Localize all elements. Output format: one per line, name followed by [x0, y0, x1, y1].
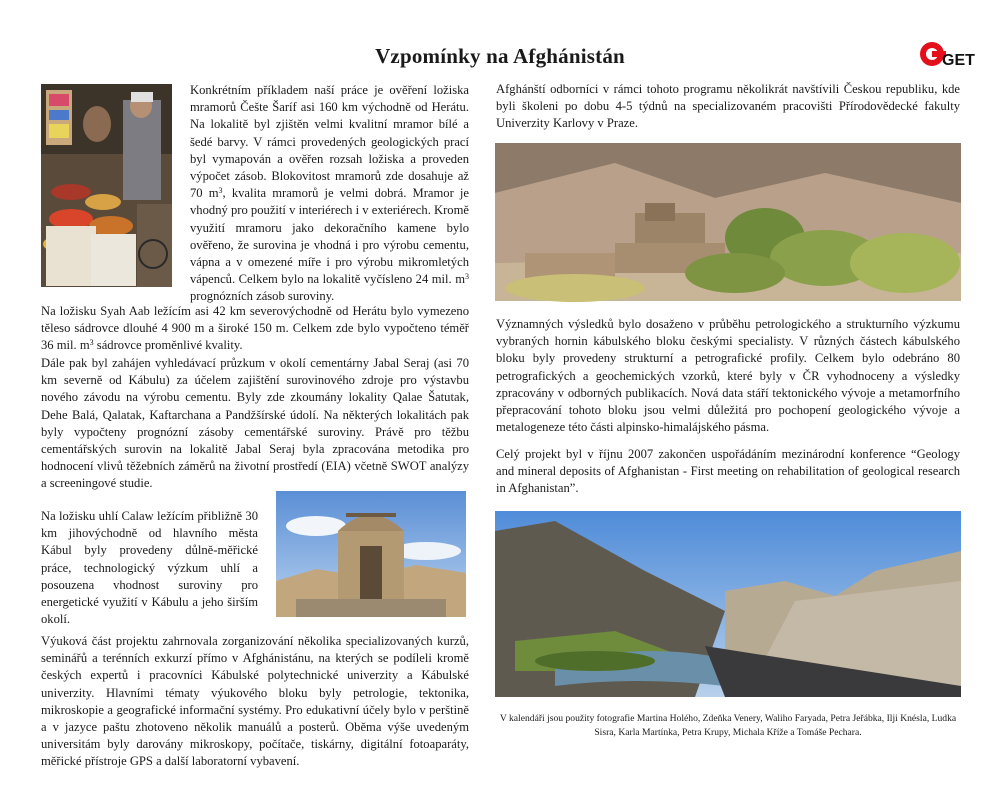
- left-coal-paragraph: Na ložisku uhlí Calaw ležícím přibližně 30 km jihovýchodně od hlavního města Kábul byly provedeny důlně-měřické práce, technologický výzkum uhlí a posouzena vhodnost suroviny pro energetické využití v Kábulu a jeho širším okolí.: [41, 509, 258, 627]
- right-visits-paragraph: Afghánští odborníci v rámci tohoto programu několikrát navštívili Českou republiku, kde byli školeni po dobu 4-5 týdnů na specializovaném pracovišti Přírodovědecké fakulty Univerzity Karlovy v Praze.: [496, 82, 960, 131]
- market-photo: [41, 84, 172, 287]
- right-conference-paragraph: Celý projekt byl v říjnu 2007 zakončen uspořádáním mezinárodní konference “Geology and mineral deposits of Afghanistan - First meeting on rehabilitation of geological research in Afghanistan”.: [496, 447, 960, 496]
- monument-photo: [276, 491, 466, 617]
- valley-photo: [495, 511, 961, 697]
- left-intro-paragraph: Konkrétním příkladem naší práce je ověření ložiska mramorů Češte Šaríf asi 160 km východně od Herátu. Na lokalitě byl zjištěn velmi kvalitní mramor bílé a šedé barvy. V rámci provedených geologických prací byl vymapován a ověřen rozsah ložiska a proveden výpočet zásob. Blokovitost mramorů zde dosahuje až 70 $m^3$, kvalita mramorů je velmi dobrá. Mramor je vhodný pro použití v interiérech i v exteriérech. Kromě využití mramoru jako dekoračního kamene bylo ověřeno, že surovina je vhodná i pro výrobu cementu, vápna a v omezené míře i pro výrobu mikromletých vápenců. Celkem bylo na lokalitě vyčísleno 24 mil. $m^3$ prognózních zásob suroviny.: [190, 83, 469, 304]
- village-photo: [495, 143, 961, 301]
- photo-credits: V kalendáři jsou použity fotografie Martina Holého, Zdeňka Venery, Waliho Faryada, Petra Jeřábka, Ilji Knésla, Ludka Sisra, Karla Martínka, Petra Krupy, Michala Kříže a Tomáše Pechara.: [499, 713, 957, 738]
- right-research-paragraph: Významných výsledků bylo dosaženo v průběhu petrologického a strukturního výzkumu vybraných hornin kábulského bloku českými specialisty. V různých částech kábulského bloku byly provedeny strukturní a petrografické profily. Celkem bylo odebráno 80 petrografických a geochemických vzorků, které byly v ČR vyhodnoceny a výsledky zpracovány v odborných publikacích. Nová data stáří tektonického vývoje a metamorfního přepracování tohoto bloku jsou velmi důležitá pro pochopení geologického vývoje a metalogeneze této části alpinsko-himalájského pásma.: [496, 317, 960, 435]
- left-gypsum-paragraph: Na ložisku Syah Aab ležícím asi 42 km severovýchodně od Herátu bylo vymezeno těleso sádrovce dlouhé 4 900 m a široké 150 m. Celkem zde bylo vypočteno téměř 36 mil. $m^3$ sádrovce proměnlivé kvality.: [41, 304, 469, 353]
- page-title: Vzpomínky na Afghánistán: [375, 44, 625, 68]
- left-cement-paragraph: Dále pak byl zahájen vyhledávací průzkum v okolí cementárny Jabal Seraj (asi 70 km severně od Kábulu) za účelem zajištění surovinového zdroje pro výstavbu nového závodu na výrobu cementu. Byly zde zkoumány lokality Qalae Šatutak, Dehe Balá, Qalatak, Kaftarchana a Pandžšírské údolí. Na některých lokalitách pak byly vypočteny prognózní zásoby cementářské suroviny. Právě pro těžbu cementářských surovin na lokalitě Jabal Seraj byla zpracována metodika pro hodnocení vlivů těžebních záměrů na životní prostředí (EIA) včetně SWOT analýzy a screeningové studie.: [41, 356, 469, 491]
- left-education-paragraph: Výuková část projektu zahrnovala zorganizování několika specializovaných kurzů, seminářů a terénních exkurzí přímo v Afghánistánu, na kterých se podíleli kromě českých expertů i pracovníci Kábulské polytechnické univerzity a Kábulské univerzity. Hlavními tématy výukového bloku byly petrologie, tektonika, mikroskopie a geografické informační systémy. Pro edukativní účely bylo v perštině a v jazyce paštu zhotoveno několik manuálů a posterů. Oběma výše uvedeným universitám byly darovány mikroskopy, počítače, tiskárny, digitální fotoaparáty, měřické přístroje GPS a další laboratorní vybavení.: [41, 634, 469, 769]
- logo-text: GET: [942, 52, 975, 69]
- get-logo: [918, 38, 975, 72]
